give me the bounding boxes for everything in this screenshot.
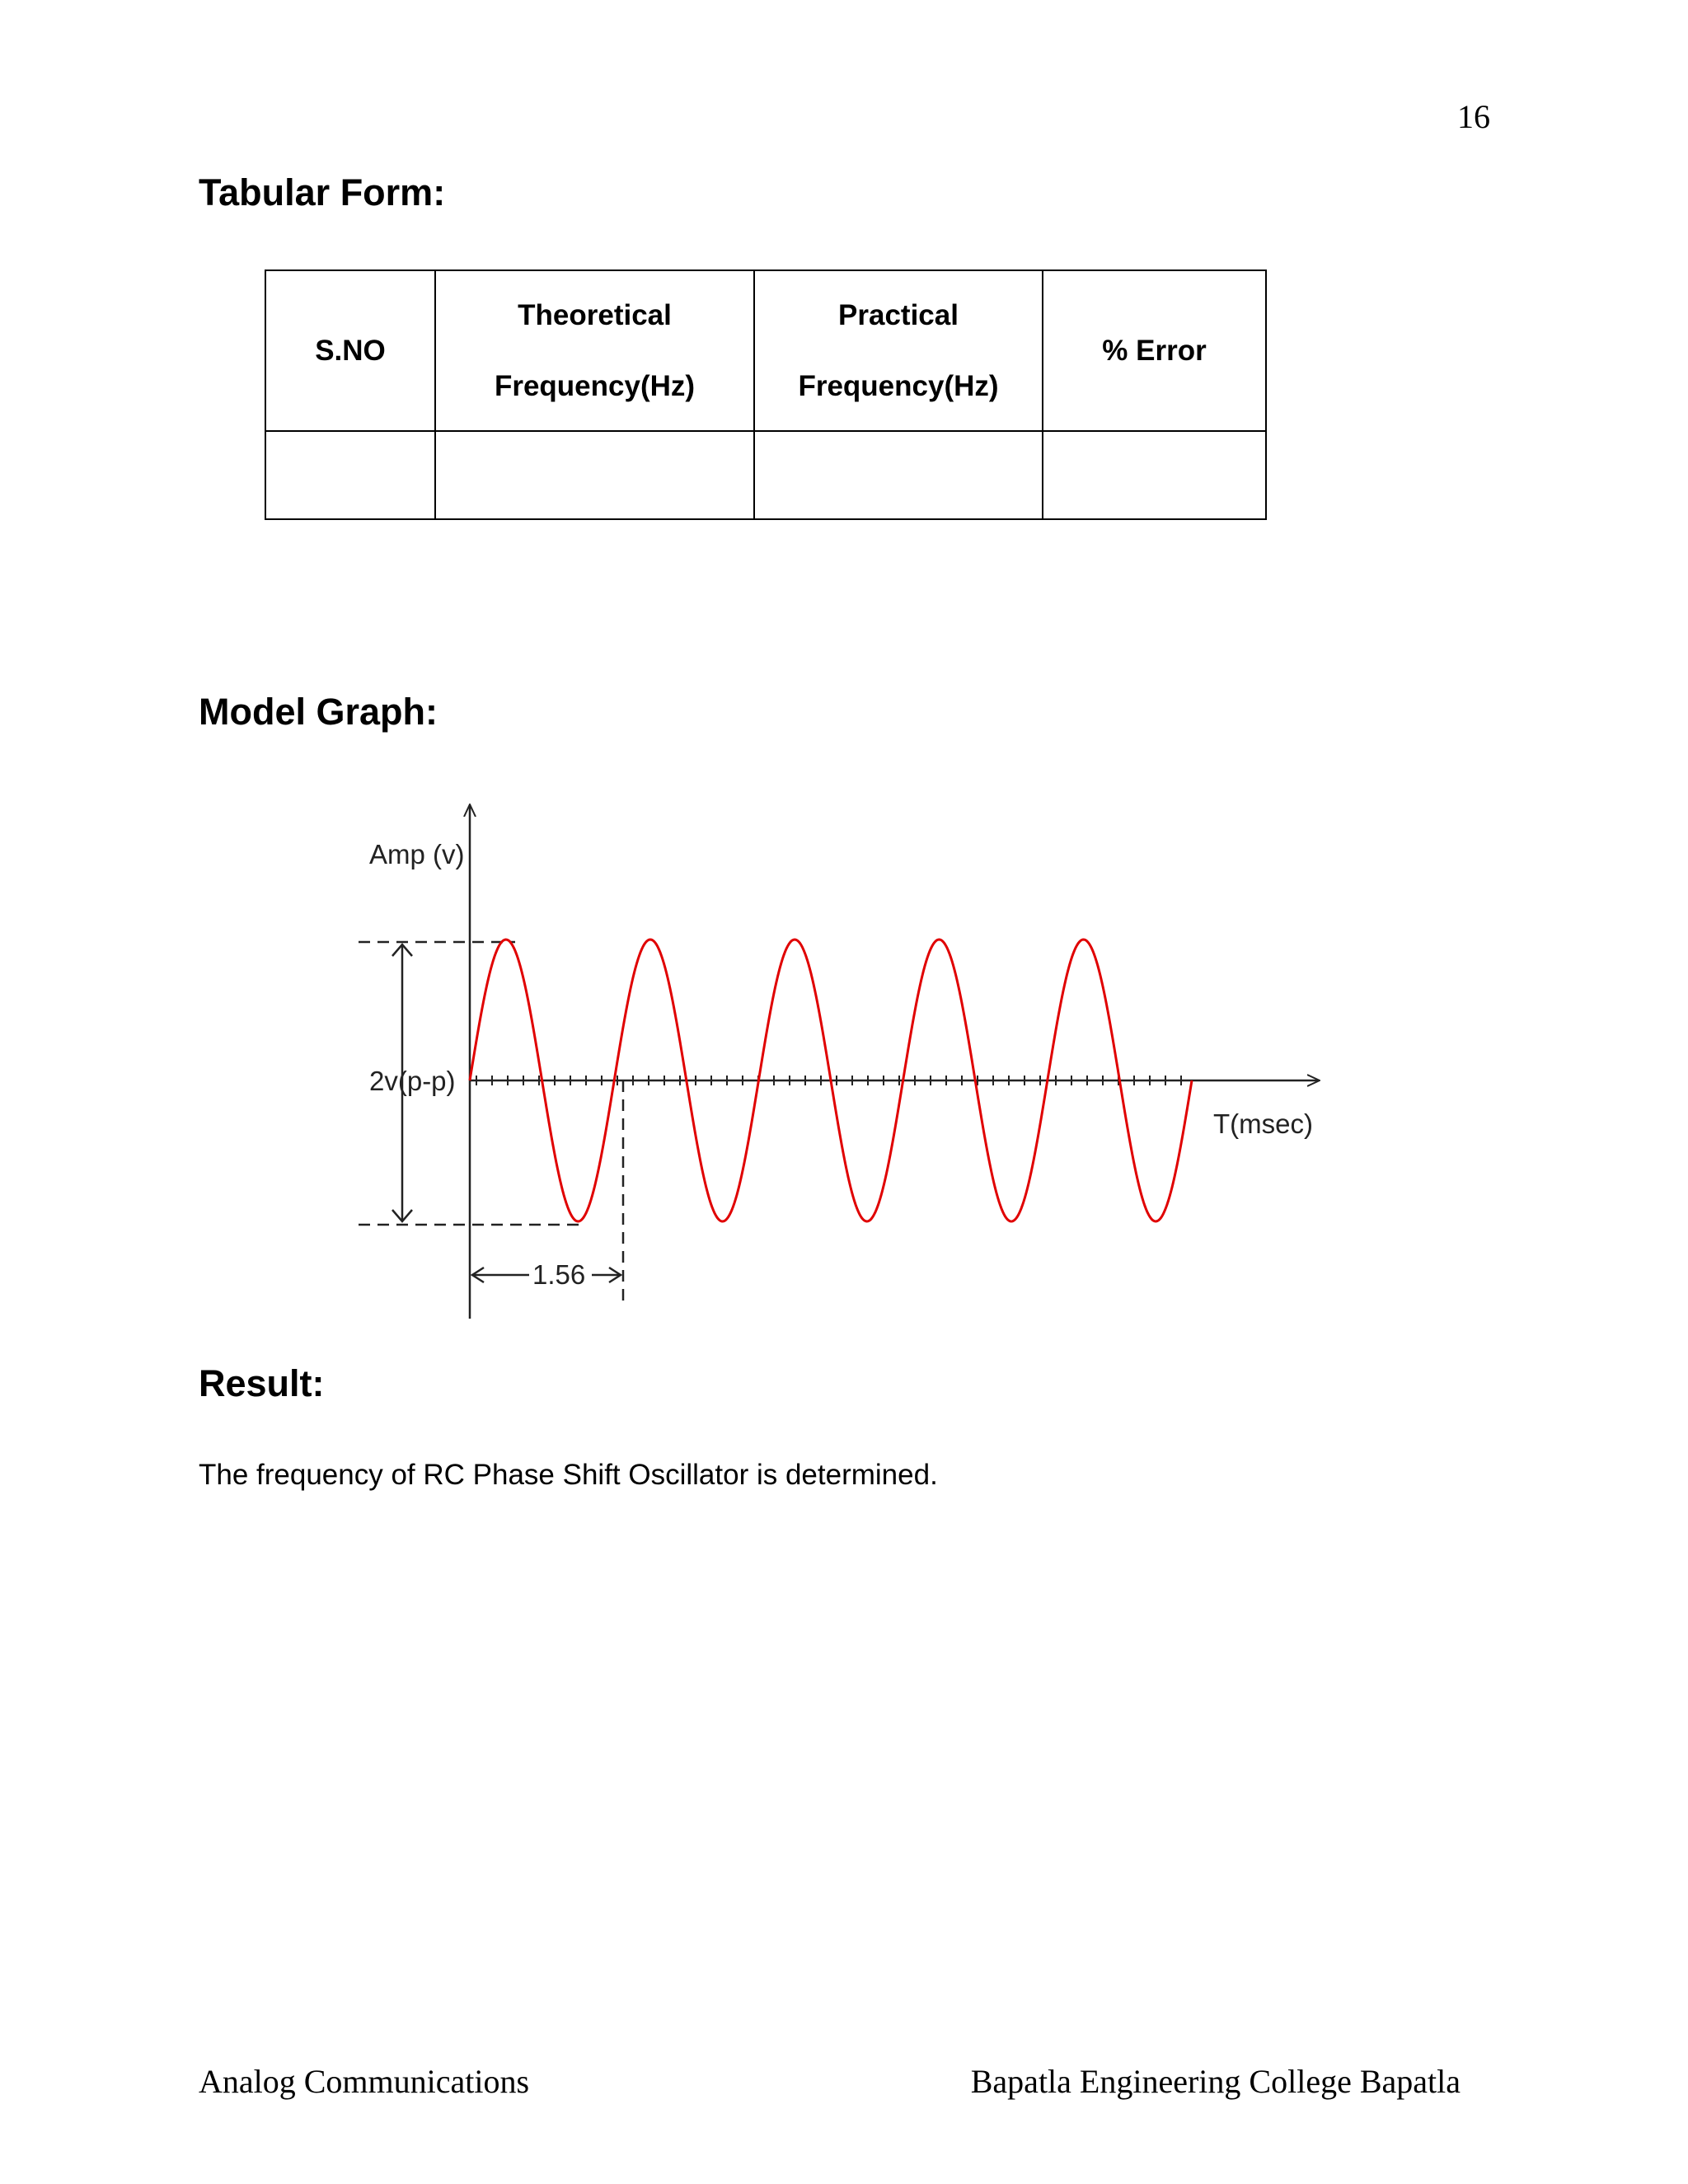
result-text: The frequency of RC Phase Shift Oscillator is determined. <box>199 1459 938 1491</box>
table-row <box>265 431 1266 519</box>
y-axis-label: Amp (v) <box>369 839 465 869</box>
result-heading: Result: <box>199 1362 325 1404</box>
footer-college: Bapatla Engineering College Bapatla <box>970 2063 1461 2100</box>
model-graph-heading: Model Graph: <box>199 691 438 733</box>
header-practical-line2: Frequency(Hz) <box>798 369 999 402</box>
header-percent-error-label: % Error <box>1102 334 1207 367</box>
header-practical-frequency <box>754 270 1043 431</box>
model-graph <box>346 791 1335 1335</box>
header-theoretical-line2: Frequency(Hz) <box>494 369 696 402</box>
amplitude-label: 2v(p-p) <box>369 1066 456 1096</box>
x-axis-label: T(msec) <box>1213 1108 1313 1139</box>
header-practical-line1: Practical <box>838 298 959 331</box>
header-theoretical-frequency <box>435 270 754 431</box>
cell-percent-error <box>1043 431 1266 519</box>
header-percent-error <box>1043 270 1266 431</box>
tabular-form-heading: Tabular Form: <box>199 171 446 213</box>
header-sno <box>265 270 435 431</box>
cell-sno <box>265 431 435 519</box>
period-label: 1.56 <box>532 1259 586 1290</box>
cell-practical-frequency <box>754 431 1043 519</box>
header-theoretical-line1: Theoretical <box>518 298 672 331</box>
table-header-row <box>265 270 1266 431</box>
page-number: 16 <box>1457 98 1490 135</box>
cell-theoretical-frequency <box>435 431 754 519</box>
header-sno-label: S.NO <box>315 334 386 367</box>
footer-course: Analog Communications <box>199 2063 530 2100</box>
results-table <box>265 269 1267 520</box>
